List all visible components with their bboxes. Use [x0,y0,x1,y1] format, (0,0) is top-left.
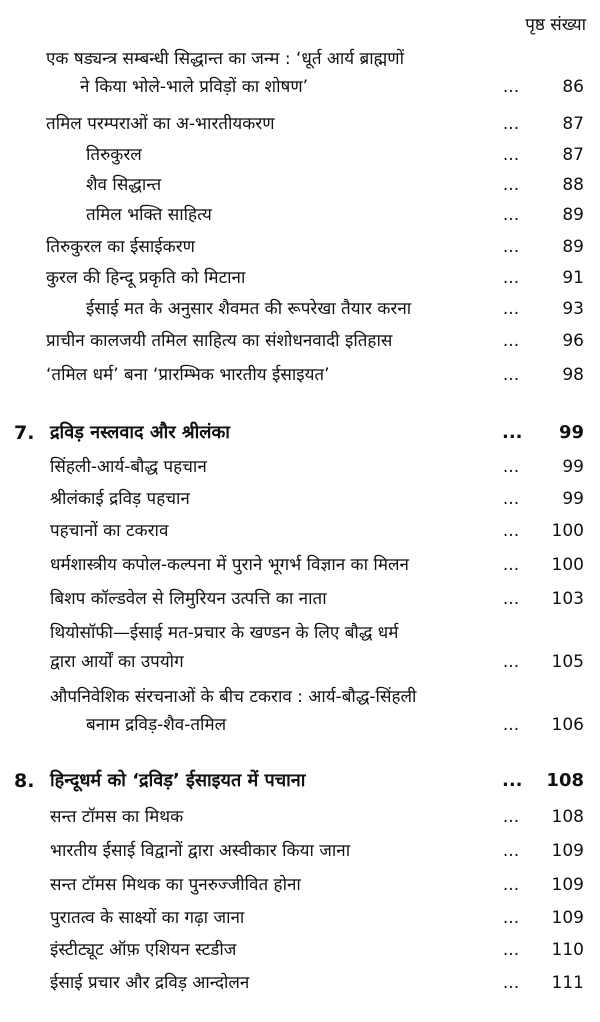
page-number: 87 [562,145,584,165]
page-number: 93 [562,299,584,319]
section-title: बिशप कॉल्डवेल से लिमुरियन उत्पत्ति का नाता [50,589,327,609]
section-title: तमिल भक्ति साहित्य [86,205,212,225]
chapter-number: 7. [14,422,35,444]
leader-dots: ... [502,841,520,861]
leader-dots: ... [502,973,520,993]
chapter-title: हिन्दूधर्म को ‘द्रविड़’ ईसाइयत में पचाना [50,770,306,791]
leader-dots: ... [502,489,520,509]
leader-dots: ... [502,521,520,541]
page-number: 109 [551,841,584,861]
page-number: 87 [562,114,584,134]
section-title: श्रीलंकाई द्रविड़ पहचान [50,489,190,509]
leader-dots: ... [502,807,520,827]
chapter-title: द्रविड़ नस्लवाद और श्रीलंका [50,422,230,443]
leader-dots: ... [502,770,523,791]
section-title: सन्त टॉमस मिथक का पुनरुज्जीवित होना [50,875,301,895]
page-number: 99 [562,457,584,477]
section-title: तिरुकुरल का ईसाईकरण [46,237,195,257]
section-title: भारतीय ईसाई विद्वानों द्वारा अस्वीकार किया जाना [50,841,351,861]
leader-dots: ... [502,175,520,195]
page-number: 99 [558,422,584,443]
section-title: ‘तमिल धर्म’ बना ‘प्रारम्भिक भारतीय ईसाइयत’ [46,365,330,385]
page-number: 109 [551,908,584,928]
page-number: 99 [562,489,584,509]
leader-dots: ... [502,114,520,134]
section-title: थियोसॉफी—ईसाई मत-प्रचार के खण्डन के लिए बौद्ध धर्म [50,623,399,643]
leader-dots: ... [502,652,520,672]
page-number: 88 [562,175,584,195]
section-title: तिरुकुरल [86,145,142,165]
leader-dots: ... [502,940,520,960]
section-title: सिंहली-आर्य-बौद्ध पहचान [50,457,207,477]
section-title: ईसाई प्रचार और द्रविड़ आन्दोलन [50,973,250,993]
section-title: तमिल परम्पराओं का अ-भारतीयकरण [46,114,275,134]
leader-dots: ... [502,589,520,609]
section-title: बनाम द्रविड़-शैव-तमिल [86,715,227,735]
section-title: धर्मशास्त्रीय कपोल-कल्पना में पुराने भूगर्भ विज्ञान का मिलन [50,555,409,575]
leader-dots: ... [502,145,520,165]
leader-dots: ... [502,365,520,385]
section-title: पहचानों का टकराव [50,521,169,541]
leader-dots: ... [502,715,520,735]
page-number: 86 [562,77,584,97]
page-number: 110 [551,940,584,960]
chapter-number: 8. [14,770,35,792]
section-title: ने किया भोले-भाले प्रविड़ों का शोषण’ [80,77,309,97]
section-title: पुरातत्व के साक्ष्यों का गढ़ा जाना [50,908,245,928]
page-number: 108 [551,807,584,827]
section-title: कुरल की हिन्दू प्रकृति को मिटाना [46,268,246,288]
page-number: 106 [551,715,584,735]
page-number: 100 [551,555,584,575]
page-number: 98 [562,365,584,385]
page-number: 105 [551,652,584,672]
page-number: 100 [551,521,584,541]
page-number: 89 [562,237,584,257]
section-title: एक षड्यन्त्र सम्बन्धी सिद्धान्त का जन्म : ‘धूर्त आर्य ब्राह्मणों [46,49,404,69]
leader-dots: ... [502,299,520,319]
section-title: प्राचीन कालजयी तमिल साहित्य का संशोधनवादी इतिहास [46,331,393,351]
section-title: द्वारा आर्यों का उपयोग [50,652,184,672]
page-number: 91 [562,268,584,288]
leader-dots: ... [502,457,520,477]
leader-dots: ... [502,77,520,97]
section-title: इंस्टीट्यूट ऑफ़ एशियन स्टडीज [50,940,237,960]
leader-dots: ... [502,205,520,225]
page-number: 109 [551,875,584,895]
leader-dots: ... [502,422,523,443]
section-title: सन्त टॉमस का मिथक [50,807,184,827]
section-title: शैव सिद्धान्त [86,175,162,195]
section-title: औपनिवेशिक संरचनाओं के बीच टकराव : आर्य-बौद्ध-सिंहली [50,687,417,707]
leader-dots: ... [502,331,520,351]
leader-dots: ... [502,237,520,257]
leader-dots: ... [502,555,520,575]
page-number: 103 [551,589,584,609]
page-number: 108 [546,770,584,791]
page-number: 89 [562,205,584,225]
page-number-header: पृष्ठ संख्या [525,15,586,35]
leader-dots: ... [502,875,520,895]
page-number: 111 [551,973,584,993]
section-title: ईसाई मत के अनुसार शैवमत की रूपरेखा तैयार करना [86,299,412,319]
leader-dots: ... [502,268,520,288]
page-number: 96 [562,331,584,351]
leader-dots: ... [502,908,520,928]
